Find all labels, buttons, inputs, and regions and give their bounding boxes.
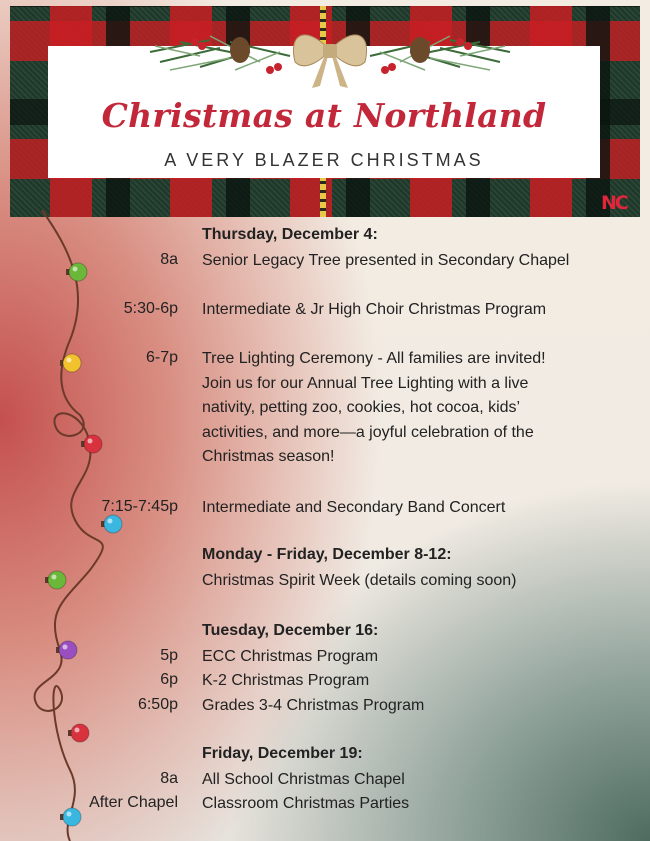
event-desc-line: Join us for our Annual Tree Lighting with a live	[202, 375, 529, 392]
event-time: 8a	[160, 251, 178, 268]
event-desc-line: Tree Lighting Ceremony - All families are invited!	[202, 350, 546, 367]
event-desc: Intermediate & Jr High Choir Christmas Program	[202, 301, 547, 318]
event-desc: All School Christmas Chapel	[202, 771, 405, 788]
event-time: 6-7p	[145, 349, 178, 366]
nc-logo: NC	[601, 192, 627, 214]
event-time: 7:15-7:45p	[101, 498, 178, 515]
event-time: 6p	[160, 671, 178, 688]
event-desc: Grades 3-4 Christmas Program	[202, 697, 425, 714]
day-heading: Tuesday, December 16:	[202, 622, 379, 639]
event-time: 5:30-6p	[123, 300, 178, 317]
event-time: After Chapel	[89, 794, 178, 811]
event-desc-line: nativity, petting zoo, cookies, hot cocoa, kids’	[202, 399, 521, 416]
day-heading: Thursday, December 4:	[202, 226, 378, 243]
page-subtitle: A VERY BLAZER CHRISTMAS	[164, 150, 484, 170]
event-time: 8a	[160, 770, 178, 787]
event-time: 6:50p	[137, 696, 178, 713]
event-desc: ECC Christmas Program	[202, 648, 379, 665]
event-desc: Classroom Christmas Parties	[202, 795, 410, 812]
event-desc: Christmas Spirit Week (details coming soon)	[202, 572, 517, 589]
event-desc-line: activities, and more—a joyful celebration of the	[202, 424, 534, 441]
event-desc: K-2 Christmas Program	[202, 672, 370, 689]
event-desc: Senior Legacy Tree presented in Secondary Chapel	[202, 252, 570, 269]
event-desc: Intermediate and Secondary Band Concert	[202, 499, 506, 516]
event-time: 5p	[160, 647, 178, 664]
day-heading: Friday, December 19:	[202, 745, 363, 762]
page-title: Christmas at Northland	[101, 96, 547, 135]
event-desc-line: Christmas season!	[202, 448, 335, 465]
day-heading: Monday - Friday, December 8-12:	[202, 546, 452, 563]
